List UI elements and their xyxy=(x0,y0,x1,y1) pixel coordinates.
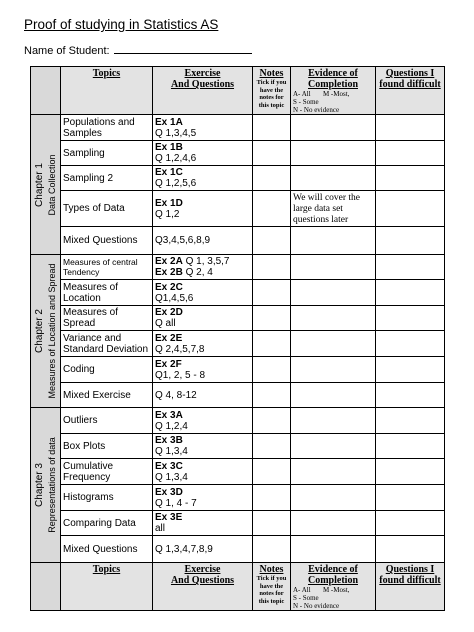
exercise-label: Ex 2F xyxy=(155,358,182,370)
header-topics: Topics xyxy=(61,67,153,115)
notes-tick-cell[interactable] xyxy=(253,191,291,227)
header-evidence-line1: Evidence of xyxy=(308,68,358,79)
chapter-1-title: Chapter 1 xyxy=(33,162,45,207)
notes-tick-cell[interactable] xyxy=(253,280,291,306)
header-notes-sub3: notes for xyxy=(259,590,284,597)
header-difficult-line1: Questions I xyxy=(385,68,435,79)
topic-cell: Types of Data xyxy=(61,191,153,227)
exercise-label: Ex 3D xyxy=(155,486,183,498)
study-checklist-table xyxy=(30,66,445,611)
evidence-cell[interactable] xyxy=(291,280,376,306)
question-list: Q 1,3,4 xyxy=(155,471,188,483)
header-exercise xyxy=(153,67,253,115)
header-notes-sub4: this topic xyxy=(258,597,285,605)
difficult-cell[interactable] xyxy=(376,255,445,280)
question-list: Q 1,2 xyxy=(155,208,180,220)
chapter-3-label-cell xyxy=(31,408,61,563)
notes-tick-cell[interactable] xyxy=(253,255,291,280)
exercise-label: Ex 1D xyxy=(155,197,183,209)
chapter-3-title: Chapter 3 xyxy=(33,463,45,507)
exercise-cell xyxy=(153,434,253,459)
student-name-line[interactable] xyxy=(114,43,252,54)
evidence-cell[interactable] xyxy=(291,255,376,280)
chapter-1-label-cell xyxy=(31,115,61,255)
header-exercise-line2: And Questions xyxy=(170,79,235,90)
table-row xyxy=(31,227,445,255)
question-list: Q 1,2,4,6 xyxy=(155,153,197,164)
header-topics: Topics xyxy=(61,563,153,611)
exercise-cell xyxy=(153,331,253,357)
table-row xyxy=(31,383,445,408)
question-list: Q 1,2,4 xyxy=(155,420,188,432)
question-list: Q1,4,5,6 xyxy=(155,292,194,304)
exercise-cell xyxy=(153,141,253,166)
question-list: Q 1,3,4,5 xyxy=(155,127,197,139)
notes-tick-cell[interactable] xyxy=(253,331,291,357)
exercise-cell xyxy=(153,255,253,280)
difficult-cell[interactable] xyxy=(376,191,445,227)
topic-cell: Sampling xyxy=(61,141,153,166)
difficult-cell[interactable] xyxy=(376,459,445,485)
question-list: Q all xyxy=(155,318,176,329)
evidence-cell[interactable] xyxy=(291,141,376,166)
exercise-label: Ex 2A xyxy=(155,256,183,267)
evidence-cell[interactable] xyxy=(291,306,376,331)
table-row xyxy=(31,191,445,227)
header-notes xyxy=(253,563,291,611)
evidence-cell[interactable] xyxy=(291,408,376,434)
difficult-cell[interactable] xyxy=(376,280,445,306)
table-row xyxy=(31,141,445,166)
exercise-label: Ex 1C xyxy=(155,167,183,178)
header-notes-sub2: have the xyxy=(259,86,284,94)
evidence-cell[interactable]: We will cover the large data set questions later xyxy=(291,191,376,227)
question-list: Q 1,3,4 xyxy=(155,446,188,457)
header-evidence xyxy=(291,67,376,115)
table-row xyxy=(31,459,445,485)
table-row xyxy=(31,280,445,306)
topic-cell: Box Plots xyxy=(61,434,153,459)
exercise-cell xyxy=(153,536,253,563)
exercise-label: Ex 1B xyxy=(155,142,183,153)
table-row xyxy=(31,331,445,357)
chapter-1-subtitle: Data Collection xyxy=(46,153,57,216)
difficult-cell[interactable] xyxy=(376,511,445,536)
table-row xyxy=(31,306,445,331)
exercise-cell xyxy=(153,459,253,485)
header-corner xyxy=(31,563,61,611)
header-row-top xyxy=(31,67,445,115)
topic-cell: Coding xyxy=(61,357,153,383)
header-notes-title: Notes xyxy=(259,68,284,79)
difficult-cell[interactable] xyxy=(376,434,445,459)
header-evidence-key3: N - No evidence xyxy=(293,602,340,610)
header-evidence-key2: S - Some xyxy=(293,98,319,106)
table-row xyxy=(31,115,445,141)
difficult-cell[interactable] xyxy=(376,485,445,511)
notes-tick-cell[interactable] xyxy=(253,536,291,563)
table-row xyxy=(31,408,445,434)
question-list: Q 2, 4 xyxy=(185,267,213,278)
student-name-row xyxy=(24,43,252,57)
header-difficult-line2: found difficult xyxy=(379,79,441,90)
topic-cell: Sampling 2 xyxy=(61,166,153,191)
difficult-cell[interactable] xyxy=(376,536,445,563)
topic-cell: Populations and Samples xyxy=(61,115,153,141)
exercise-label: Ex 3A xyxy=(155,409,183,421)
evidence-cell[interactable] xyxy=(291,383,376,408)
header-evidence-line1: Evidence of xyxy=(308,564,358,575)
exercise-label: Ex 2D xyxy=(155,307,183,318)
difficult-cell[interactable] xyxy=(376,141,445,166)
evidence-cell[interactable] xyxy=(291,459,376,485)
question-list: Q1, 2, 5 - 8 xyxy=(155,369,206,381)
page-title: Proof of studying in Statistics AS xyxy=(24,17,219,32)
header-notes-title: Notes xyxy=(259,564,284,575)
difficult-cell[interactable] xyxy=(376,357,445,383)
notes-tick-cell[interactable] xyxy=(253,306,291,331)
topic-cell: Measures of Spread xyxy=(61,306,153,331)
notes-tick-cell[interactable] xyxy=(253,141,291,166)
header-notes-sub1: Tick if you xyxy=(256,79,287,86)
topic-cell: Mixed Questions xyxy=(61,227,153,255)
difficult-cell[interactable] xyxy=(376,306,445,331)
exercise-label: Ex 2B xyxy=(155,267,183,278)
header-notes-sub3: notes for xyxy=(259,94,284,101)
question-list: Q 1,2,5,6 xyxy=(155,178,197,189)
question-list: Q 1, 3,5,7 xyxy=(185,256,230,267)
header-difficult xyxy=(376,67,445,115)
notes-tick-cell[interactable] xyxy=(253,115,291,141)
notes-tick-cell[interactable] xyxy=(253,485,291,511)
question-list: Q 4, 8-12 xyxy=(155,389,197,401)
topic-cell: Mixed Questions xyxy=(61,536,153,563)
difficult-cell[interactable] xyxy=(376,383,445,408)
question-list: Q3,4,5,6,8,9 xyxy=(155,235,211,246)
header-notes xyxy=(253,67,291,115)
evidence-cell[interactable] xyxy=(291,115,376,141)
topic-cell: Histograms xyxy=(61,485,153,511)
exercise-label: Ex 1A xyxy=(155,116,183,128)
evidence-cell[interactable] xyxy=(291,536,376,563)
header-evidence-key2: S - Some xyxy=(293,594,319,602)
exercise-cell xyxy=(153,191,253,227)
exercise-cell xyxy=(153,511,253,536)
exercise-label: Ex 3C xyxy=(155,460,183,472)
question-list: Q 1,3,4,7,8,9 xyxy=(155,543,213,555)
difficult-cell[interactable] xyxy=(376,408,445,434)
header-exercise-line2: And Questions xyxy=(170,575,235,586)
header-difficult-line2: found difficult xyxy=(379,575,441,586)
chapter-3-subtitle: Representations of data xyxy=(46,437,57,533)
chapter-2-title: Chapter 2 xyxy=(33,309,45,353)
exercise-cell xyxy=(153,115,253,141)
exercise-label: Ex 2E xyxy=(155,332,183,344)
evidence-cell[interactable] xyxy=(291,485,376,511)
topic-cell: Cumulative Frequency xyxy=(61,459,153,485)
evidence-cell[interactable] xyxy=(291,511,376,536)
exercise-cell xyxy=(153,166,253,191)
notes-tick-cell[interactable] xyxy=(253,166,291,191)
header-evidence-key3: N - No evidence xyxy=(293,106,340,114)
header-corner xyxy=(31,67,61,115)
difficult-cell[interactable] xyxy=(376,331,445,357)
table-row xyxy=(31,434,445,459)
header-notes-sub1: Tick if you xyxy=(256,575,287,582)
exercise-cell xyxy=(153,280,253,306)
exercise-cell xyxy=(153,485,253,511)
header-row-bottom xyxy=(31,563,445,611)
evidence-cell[interactable] xyxy=(291,166,376,191)
exercise-label: Ex 3B xyxy=(155,435,183,446)
header-evidence-line2: Completion xyxy=(308,79,358,90)
header-notes-sub4: this topic xyxy=(258,101,285,109)
table-row xyxy=(31,485,445,511)
topic-cell: Outliers xyxy=(61,408,153,434)
question-list: Q 1, 4 - 7 xyxy=(155,497,197,509)
exercise-cell xyxy=(153,306,253,331)
student-name-label: Name of Student: xyxy=(24,45,110,57)
question-list: all xyxy=(155,523,166,534)
evidence-cell[interactable] xyxy=(291,227,376,255)
topic-cell: Measures of Location xyxy=(61,280,153,306)
difficult-cell[interactable] xyxy=(376,115,445,141)
notes-tick-cell[interactable] xyxy=(253,408,291,434)
topic-cell: Variance and Standard Deviation xyxy=(61,331,153,357)
exercise-cell xyxy=(153,408,253,434)
header-exercise-line1: Exercise xyxy=(184,68,221,79)
topic-cell: Mixed Exercise xyxy=(61,383,153,408)
evidence-cell[interactable] xyxy=(291,357,376,383)
table-row xyxy=(31,255,445,280)
exercise-cell xyxy=(153,383,253,408)
notes-tick-cell[interactable] xyxy=(253,227,291,255)
evidence-cell[interactable] xyxy=(291,434,376,459)
exercise-label: Ex 2C xyxy=(155,281,183,293)
header-exercise-line1: Exercise xyxy=(184,564,221,575)
notes-tick-cell[interactable] xyxy=(253,383,291,408)
header-difficult-line1: Questions I xyxy=(385,564,435,575)
question-list: Q 2,4,5,7,8 xyxy=(155,343,205,355)
difficult-cell[interactable] xyxy=(376,166,445,191)
chapter-2-subtitle: Measures of Location and Spread xyxy=(46,263,57,399)
header-difficult xyxy=(376,563,445,611)
notes-tick-cell[interactable] xyxy=(253,511,291,536)
difficult-cell[interactable] xyxy=(376,227,445,255)
exercise-cell xyxy=(153,227,253,255)
notes-tick-cell[interactable] xyxy=(253,357,291,383)
header-evidence xyxy=(291,563,376,611)
table-row xyxy=(31,166,445,191)
table-row xyxy=(31,357,445,383)
table-row xyxy=(31,511,445,536)
header-notes-sub2: have the xyxy=(259,582,284,590)
notes-tick-cell[interactable] xyxy=(253,434,291,459)
header-exercise xyxy=(153,563,253,611)
table-row xyxy=(31,536,445,563)
header-evidence-line2: Completion xyxy=(308,575,358,586)
exercise-cell xyxy=(153,357,253,383)
header-evidence-key1: A- All M -Most, xyxy=(293,90,350,98)
topic-cell: Comparing Data xyxy=(61,511,153,536)
evidence-cell[interactable] xyxy=(291,331,376,357)
notes-tick-cell[interactable] xyxy=(253,459,291,485)
topic-cell: Measures of central Tendency xyxy=(61,255,153,280)
header-evidence-key1: A- All M -Most, xyxy=(293,586,350,594)
exercise-label: Ex 3E xyxy=(155,512,183,523)
chapter-2-label-cell xyxy=(31,255,61,408)
